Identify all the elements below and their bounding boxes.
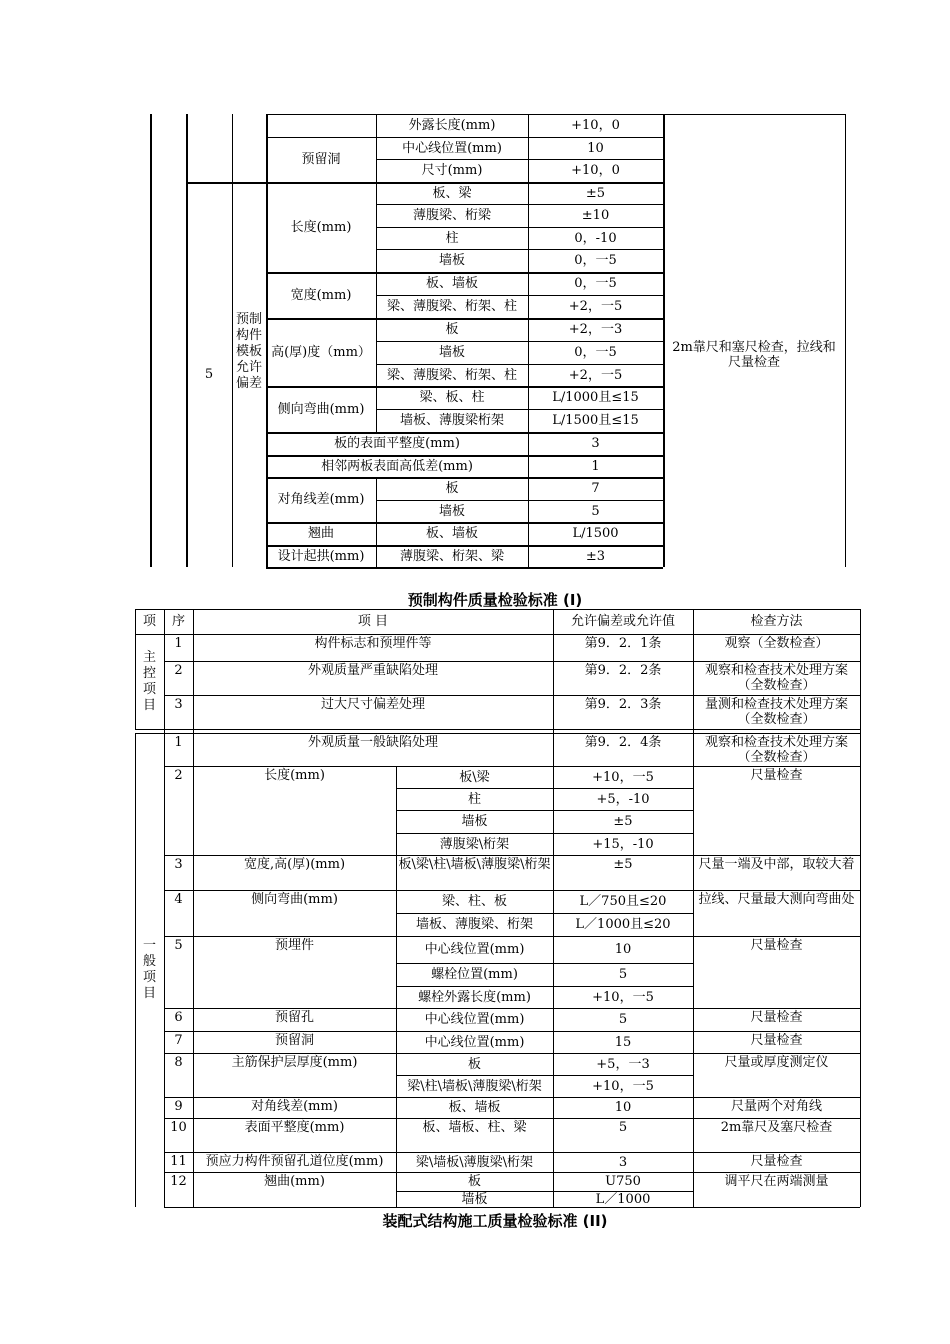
- row-seq: 8: [174, 1055, 183, 1070]
- row-seq: 11: [170, 1154, 187, 1169]
- row-value: +10，一5: [592, 769, 654, 785]
- row-sub: 墙板: [461, 814, 488, 829]
- row-seq: 2: [174, 768, 183, 783]
- row-item: 长度(mm): [264, 768, 325, 783]
- tolerance-value: +2，一5: [568, 367, 623, 383]
- row-seq: 1: [174, 636, 183, 651]
- row-item: 外观质量一般缺陷处理: [307, 735, 438, 750]
- row-seq: 4: [174, 892, 183, 907]
- row-item: 过大尺寸偏差处理: [320, 697, 425, 712]
- sub-item: 薄腹梁、桁梁: [412, 208, 491, 223]
- tolerance-value: 1: [591, 458, 600, 474]
- row-value: +10，一5: [592, 1078, 654, 1094]
- row-seq: 1: [174, 735, 183, 750]
- row-item: 表面平整度(mm): [244, 1120, 345, 1135]
- row-value: 第9．2．3条: [584, 697, 662, 712]
- sub-item: 板、墙板: [425, 526, 478, 541]
- tolerance-value: 0，一5: [574, 276, 617, 291]
- row-seq: 6: [174, 1010, 183, 1025]
- row-item: 构件标志和预埋件等: [314, 636, 432, 651]
- tolerance-value: L/1500且≤15: [552, 413, 639, 428]
- row-item: 主筋保护层厚度(mm): [231, 1055, 358, 1070]
- column-header: 项: [142, 614, 156, 629]
- table-title: 预制构件质量检验标准 (I): [407, 591, 583, 609]
- tolerance-value: 7: [591, 481, 600, 496]
- sub-item: 梁、薄腹梁、桁架、柱: [386, 367, 517, 383]
- row-value: 5: [618, 967, 628, 982]
- column-header: 允许偏差或允许值: [570, 614, 675, 629]
- sub-item: 板: [445, 481, 459, 496]
- sub-item: 板、梁: [432, 185, 472, 201]
- row-value: 10: [614, 1100, 632, 1115]
- row-sub: 薄腹梁\桁架: [439, 836, 510, 852]
- row-sub: 板、墙板、柱、梁: [422, 1120, 527, 1135]
- row-value: ±5: [613, 857, 633, 872]
- row-method: 调平尺在两端测量: [724, 1174, 829, 1189]
- row-value: +15，-10: [592, 836, 654, 852]
- sub-item: 中心线位置(mm): [402, 140, 502, 156]
- row-sub: 中心线位置(mm): [424, 1034, 525, 1050]
- item-label: 对角线差(mm): [277, 492, 365, 507]
- grid-line: [266, 567, 663, 569]
- row-seq: 12: [170, 1174, 187, 1189]
- row-sub: 梁\墙板\薄腹梁\桁架: [415, 1154, 534, 1170]
- item-label: 板的表面平整度(mm): [334, 436, 460, 451]
- sub-item: 板、墙板: [425, 276, 478, 291]
- column-header: 项 目: [357, 614, 389, 629]
- row-sub: 螺栓外露长度(mm): [418, 989, 531, 1005]
- row-seq: 3: [174, 697, 183, 712]
- item-label: 相邻两板表面高低差(mm): [321, 458, 473, 474]
- row-sub: 板: [467, 1174, 481, 1189]
- row-sub: 板、墙板: [448, 1100, 501, 1115]
- sub-item: 薄腹梁、桁架、梁: [399, 548, 504, 564]
- sub-item: 墙板、薄腹梁桁架: [399, 413, 504, 428]
- category-main: 主控项目: [142, 649, 156, 713]
- row-item: 预留洞: [274, 1033, 314, 1048]
- row-seq: 2: [174, 663, 183, 678]
- row-method: 2m靠尺及塞尺检查: [720, 1120, 833, 1135]
- item-label: 侧向弯曲(mm): [277, 401, 365, 417]
- sub-item: 板: [445, 322, 459, 337]
- row-sub: 中心线位置(mm): [424, 942, 525, 957]
- tolerance-value: 0，-10: [574, 230, 617, 246]
- row-item: 对角线差(mm): [251, 1099, 338, 1114]
- item-label: 预留洞: [301, 152, 341, 167]
- row-value: L／750且≤20: [579, 894, 667, 909]
- row-seq: 3: [174, 857, 183, 872]
- tolerance-value: 5: [591, 503, 600, 519]
- row-value: 10: [614, 942, 632, 957]
- sub-item: 外露长度(mm): [408, 118, 496, 133]
- row-sub: 板\梁: [459, 769, 490, 785]
- tolerance-value: 10: [587, 140, 604, 156]
- row-value: 3: [618, 1154, 628, 1170]
- row-method: 尺量一端及中部，取较大着: [698, 857, 855, 872]
- sub-item: 墙板: [438, 253, 465, 268]
- row-item: 外观质量严重缺陷处理: [307, 663, 438, 678]
- row-method: 观察和检查技术处理方案（全数检查）: [704, 663, 848, 693]
- row-method: 量测和检查技术处理方案（全数检查）: [704, 697, 848, 727]
- tolerance-value: 3: [591, 436, 600, 451]
- row-method: 尺量检查: [750, 1010, 803, 1025]
- row-value: ±5: [613, 814, 633, 829]
- column-header: 序: [171, 614, 185, 629]
- category-general: 一般项目: [142, 938, 156, 1001]
- row-value: +5，一3: [596, 1056, 650, 1072]
- row-seq: 5: [174, 938, 183, 953]
- row-method: 观察（全数检查）: [724, 636, 829, 651]
- sub-item: 梁、板、柱: [419, 390, 485, 405]
- row-value: +10，一5: [592, 989, 654, 1005]
- tolerance-value: +2，一3: [568, 322, 623, 337]
- sub-item: 尺寸(mm): [421, 163, 483, 178]
- item-label: 长度(mm): [290, 219, 352, 235]
- row-value: L／1000: [595, 1191, 651, 1207]
- row-sub: 梁、柱、板: [441, 894, 507, 909]
- row-item: 预埋件: [274, 938, 314, 953]
- column-header: 检查方法: [750, 614, 803, 629]
- row-value: 第9．2．2条: [584, 663, 662, 678]
- inspection-method: 2m靠尺和塞尺检查，拉线和尺量检查: [672, 339, 836, 370]
- row-method: 尺量检查: [750, 938, 803, 953]
- row-item: 侧向弯曲(mm): [251, 892, 338, 907]
- row-sub: 螺栓位置(mm): [431, 967, 518, 982]
- tolerance-value: ±3: [585, 548, 606, 564]
- tolerance-value: ±5: [585, 185, 606, 201]
- row-item: 翘曲(mm): [264, 1174, 325, 1189]
- row-seq: 10: [170, 1120, 187, 1135]
- row-method: 尺量检查: [750, 768, 803, 783]
- row-value: U750: [605, 1174, 641, 1189]
- grid-line: [860, 609, 861, 1207]
- tolerance-value: 0，一5: [574, 345, 617, 360]
- row-seq: 7: [174, 1033, 183, 1048]
- grid-line: [150, 114, 152, 567]
- row-item: 预留孔: [274, 1010, 314, 1025]
- row-method: 尺量检查: [750, 1033, 803, 1048]
- sub-item: 墙板: [438, 503, 465, 519]
- tolerance-value: +10，0: [571, 163, 620, 178]
- row-value: 第9．2．1条: [584, 636, 662, 651]
- row-sub: 墙板、薄腹梁、桁架: [415, 917, 533, 932]
- tolerance-value: 0，一5: [574, 253, 617, 268]
- row-value: L／1000且≤20: [575, 917, 671, 932]
- row-item: 预应力构件预留孔道位度(mm): [205, 1154, 384, 1169]
- sub-item: 梁、薄腹梁、桁架、柱: [386, 299, 517, 314]
- row-sub: 梁\柱\墙板\薄腹梁\桁架: [407, 1078, 542, 1094]
- tolerance-value: L/1000且≤15: [552, 390, 639, 405]
- tolerance-value: ±10: [581, 208, 610, 223]
- item-label: 高(厚)度（mm）: [271, 344, 371, 360]
- row-sub: 板: [467, 1056, 481, 1072]
- group-name: 预制构件模板允许偏差: [235, 312, 262, 391]
- row-method: 尺量两个对角线: [730, 1099, 822, 1114]
- item-label: 翘曲: [307, 526, 334, 541]
- section-title: 装配式结构施工质量检验标准 (II): [382, 1212, 608, 1230]
- tolerance-value: +10，0: [571, 118, 620, 133]
- row-seq: 9: [174, 1099, 183, 1114]
- row-method: 观察和检查技术处理方案（全数检查）: [704, 735, 848, 765]
- row-value: +5，-10: [596, 791, 650, 807]
- row-method: 尺量或厚度测定仪: [724, 1055, 829, 1070]
- row-value: 5: [618, 1120, 628, 1135]
- group-number: 5: [204, 367, 214, 382]
- sub-item: 墙板: [438, 345, 465, 360]
- row-sub: 柱: [467, 791, 481, 807]
- grid-line: [164, 729, 860, 730]
- row-value: 第9．2．4条: [584, 735, 662, 750]
- grid-line: [845, 114, 846, 567]
- grid-line: [164, 1207, 860, 1208]
- row-value: 5: [618, 1012, 628, 1027]
- row-method: 拉线、尺量最大测向弯曲处: [698, 892, 855, 907]
- tolerance-value: L/1500: [572, 526, 619, 541]
- item-label: 设计起拱(mm): [277, 548, 365, 564]
- row-value: 15: [614, 1034, 632, 1050]
- row-method: 尺量检查: [750, 1154, 803, 1169]
- row-sub: 板\梁\柱\墙板\薄腹梁\桁架: [398, 857, 551, 872]
- tolerance-value: +2，一5: [568, 299, 623, 314]
- row-sub: 中心线位置(mm): [424, 1012, 525, 1027]
- sub-item: 柱: [445, 230, 459, 246]
- row-item: 宽度,高(厚)(mm): [243, 857, 346, 872]
- item-label: 宽度(mm): [290, 287, 352, 303]
- row-sub: 墙板: [461, 1191, 488, 1207]
